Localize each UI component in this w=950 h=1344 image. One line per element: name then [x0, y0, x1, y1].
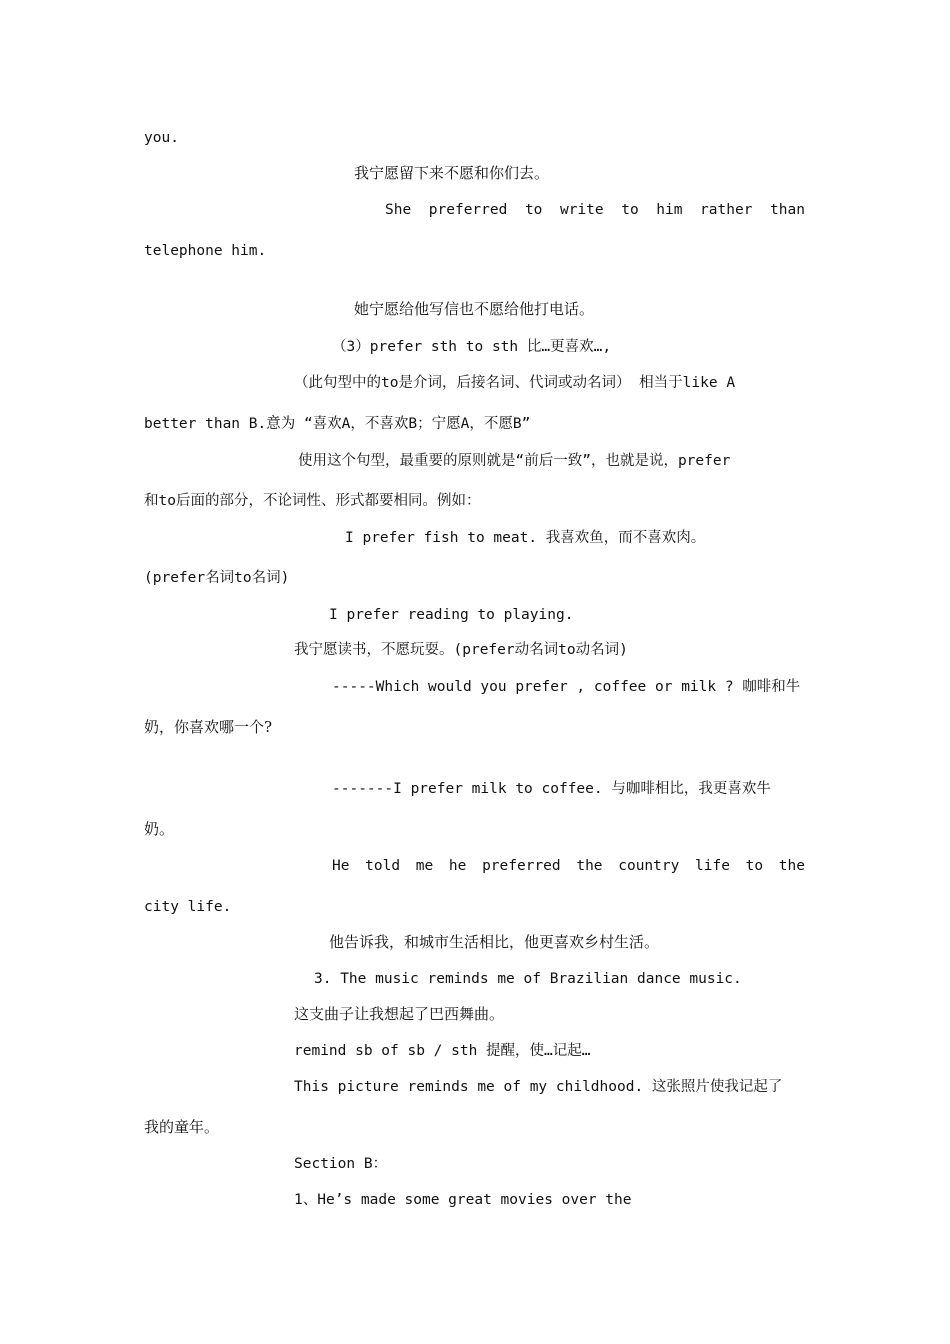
text-line-21: 他告诉我，和城市生活相比，他更喜欢乡村生活。 — [329, 933, 660, 951]
word: write — [559, 202, 604, 218]
text-line-14: 我宁愿读书，不愿玩耍。(prefer动名词to动名词) — [294, 642, 628, 658]
word: He — [332, 858, 350, 874]
word: life — [695, 858, 730, 874]
text-line-24: remind sb of sb / sth 提醒，使…记起… — [294, 1043, 591, 1059]
word: to — [745, 858, 764, 874]
text-line-5: 她宁愿给他写信也不愿给他打电话。 — [354, 300, 595, 318]
text-line-2: 我宁愿留下来不愿和你们去。 — [354, 164, 550, 182]
text-line-4: telephone him. — [144, 243, 267, 259]
word: the — [778, 858, 805, 874]
text-line-7: （此句型中的to是介词，后接名词、代词或动名词） 相当于like A — [294, 375, 736, 391]
text-line-6: （3）prefer sth to sth 比…更喜欢…, — [332, 339, 612, 355]
text-line-11: I prefer fish to meat. 我喜欢鱼，而不喜欢肉。 — [345, 530, 706, 546]
word: me — [415, 858, 434, 874]
text-line-25: This picture reminds me of my childhood. 这张照片使我记起了 — [294, 1079, 783, 1095]
word: told — [365, 858, 401, 874]
text-line-10: 和to后面的部分，不论词性、形式都要相同。例如： — [144, 493, 481, 509]
text-line-20: city life. — [144, 899, 232, 915]
word: country — [618, 858, 680, 874]
text-line-17: -------I prefer milk to coffee. 与咖啡相比，我更喜欢牛 — [332, 781, 771, 797]
text-line-22: 3. The music reminds me of Brazilian dance music. — [314, 971, 742, 987]
text-line-27: Section B： — [294, 1156, 388, 1172]
word: preferred — [482, 858, 561, 874]
word: to — [524, 202, 543, 218]
text-line-18: 奶。 — [144, 820, 175, 838]
text-line-12: (prefer名词to名词) — [144, 570, 290, 586]
text-line-16: 奶，你喜欢哪一个? — [144, 718, 273, 736]
text-line-9: 使用这个句型，最重要的原则就是“前后一致”，也就是说，prefer — [298, 453, 731, 469]
text-line-13: I prefer reading to playing. — [329, 607, 574, 623]
word: than — [770, 202, 805, 218]
word: rather — [700, 202, 753, 218]
text-line-3 — [385, 200, 805, 220]
text-line-19 — [332, 856, 805, 876]
word: he — [448, 858, 467, 874]
word: him — [656, 202, 683, 218]
text-line-8: better than B.意为 “喜欢A，不喜欢B；宁愿A，不愿B” — [144, 416, 531, 432]
word: preferred — [428, 202, 508, 218]
text-line-1: you. — [144, 130, 179, 146]
text-line-15: -----Which would you prefer , coffee or milk ? 咖啡和牛 — [332, 679, 801, 695]
word: to — [621, 202, 639, 218]
word: She — [385, 202, 412, 218]
text-line-23: 这支曲子让我想起了巴西舞曲。 — [294, 1005, 505, 1023]
word: the — [576, 858, 603, 874]
text-line-26: 我的童年。 — [144, 1118, 220, 1136]
text-line-28: 1、He’s made some great movies over the — [294, 1192, 632, 1208]
